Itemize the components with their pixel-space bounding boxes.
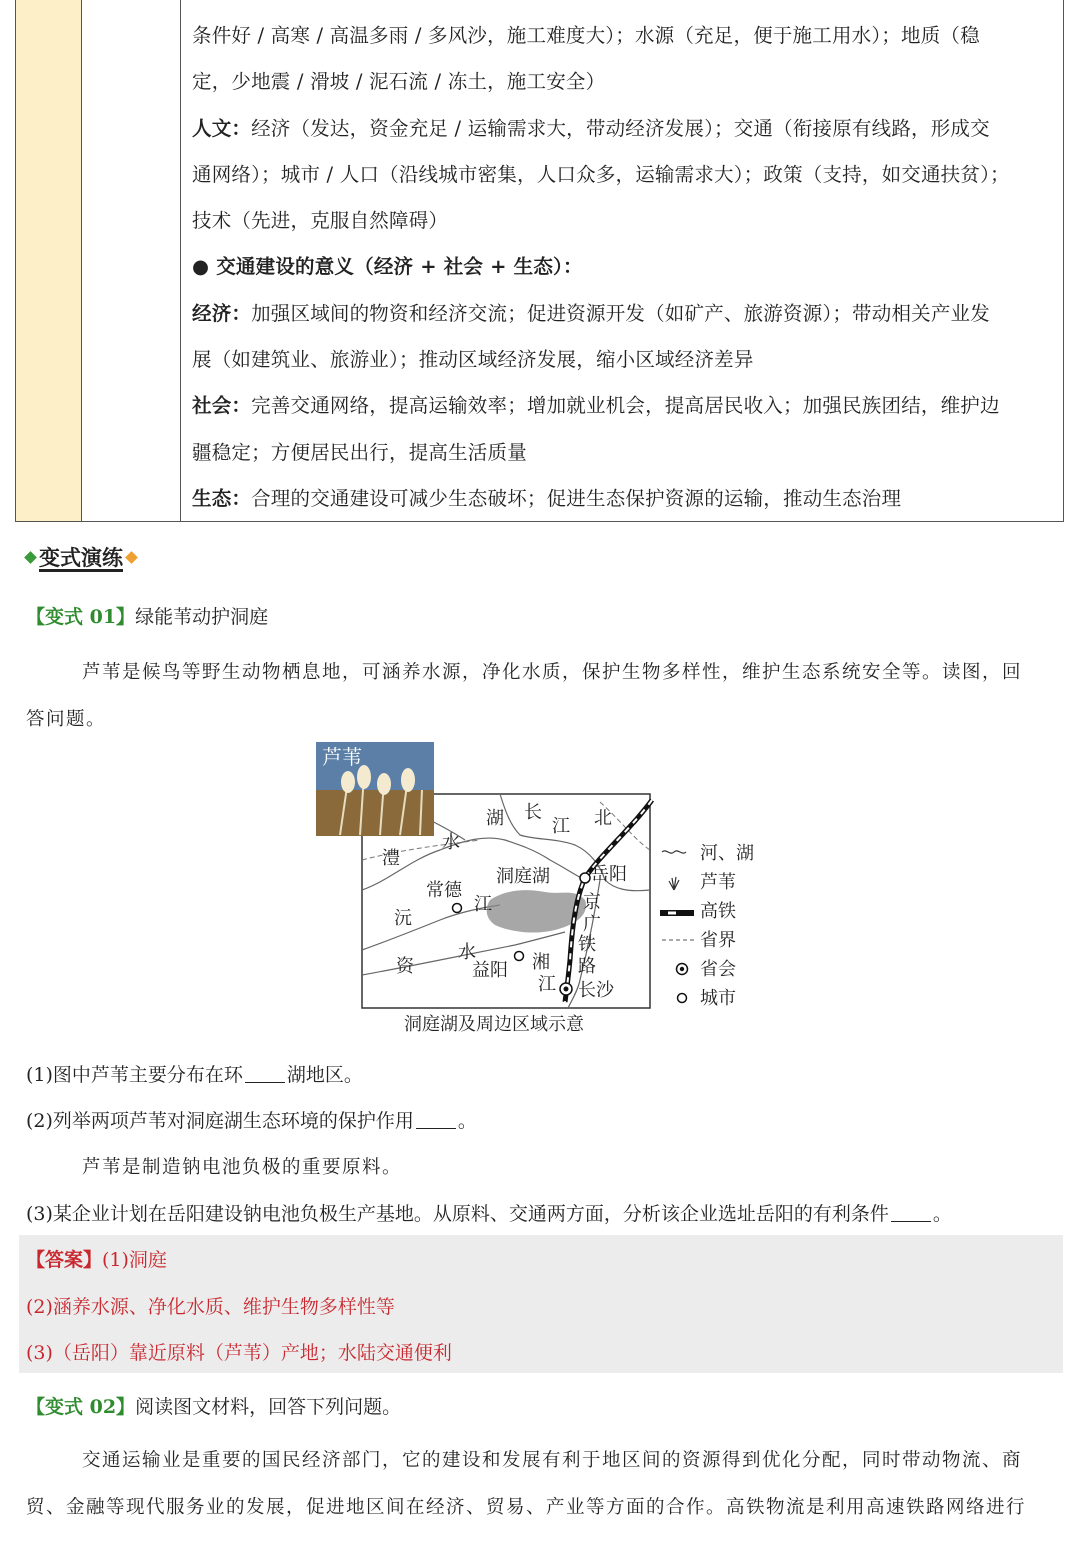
rail-legend-icon [660,910,694,916]
variant-label: 【变式 02】 [26,1396,136,1418]
knowledge-table [15,0,1064,522]
table-column-2 [82,0,181,521]
changde-marker [453,904,462,913]
answer-head: 【答案】 [26,1249,103,1271]
table-line [192,430,1058,476]
label-lu: 路 [578,956,596,977]
question-1 [26,1060,363,1087]
reed-legend-icon [669,877,679,890]
table-line [192,198,1058,244]
label-li: 澧 [382,848,400,869]
svg-text:芦苇: 芦苇 [700,872,736,893]
svg-text:省界: 省界 [700,930,736,951]
table-line [192,13,1058,59]
q3-text-b: 。 [932,1203,952,1225]
table-line [192,59,1058,105]
label-dongtinghu: 洞庭湖 [496,866,550,887]
table-line [192,291,1058,337]
question-2 [26,1106,477,1133]
table-line-label: 人文： [192,116,252,140]
diamond-right-icon [125,551,138,564]
label-chang: 长 [524,802,542,823]
q3-blank [891,1220,931,1222]
reed-note: 芦苇是制造钠电池负极的重要原料。 [82,1157,403,1178]
label-jiang2: 江 [474,894,492,915]
table-line-text: 展（如建筑业、旅游业）；推动区域经济发展，缩小区域经济差异 [192,348,754,372]
label-xiang: 湘 [532,952,550,973]
q1-text-b: 湖地区。 [286,1064,363,1086]
table-line-text: 定，少地震 / 滑坡 / 泥石流 / 冻土，施工安全） [192,70,606,94]
variant-title: 绿能苇动护洞庭 [135,606,269,628]
table-line-label: 经济： [192,301,252,325]
table-content-cell [192,13,1058,522]
label-yueyang: 岳阳 [591,864,627,885]
label-shui1: 水 [442,832,460,853]
label-zi: 资 [396,956,414,977]
figure-caption: 洞庭湖及周边区域示意 [404,1014,584,1035]
label-shui2: 水 [458,942,476,963]
table-line [192,244,1058,290]
table-line-text: 经济（发达，资金充足 / 运输需求大，带动经济发展）；交通（衔接原有线路，形成交 [251,116,990,140]
q1-blank [245,1081,285,1083]
v2-para-line-1: 交通运输业是重要的国民经济部门，它的建设和发展有利于地区间的资源得到优化分配，同时带动物流、商 [82,1450,1023,1471]
label-jing: 京 [583,892,601,913]
table-line-label: 社会： [192,394,252,418]
map-svg [300,740,780,1040]
label-bei: 北 [594,808,612,829]
label-yiyang: 益阳 [472,960,508,981]
dongting-map-figure [300,740,780,1040]
table-line-text: 疆稳定；方便居民出行，提高生活质量 [192,440,527,464]
yiyang-marker [515,952,524,961]
photo-label: 芦苇 [322,745,362,769]
map-legend [660,843,754,1009]
variant-title: 阅读图文材料，回答下列问题。 [135,1396,402,1418]
table-line [192,383,1058,429]
variant-01-heading [26,602,268,629]
v2-para-line-2: 贸、金融等现代服务业的发展，促进地区间在经济、贸易、产业等方面的合作。高铁物流是利用高速铁路网络进行 [26,1497,1027,1518]
river-legend-icon [662,851,686,853]
label-guang: 广 [583,914,601,935]
svg-text:省会: 省会 [700,959,736,980]
table-column-1 [16,0,82,521]
table-line-text: 完善交通网络，提高运输效率；增加就业机会，提高居民收入；加强民族团结，维护边 [251,394,1000,418]
label-hu: 湖 [486,808,504,829]
table-line [192,152,1058,198]
q2-text-b: 。 [457,1110,477,1132]
table-line-text: 加强区域间的物资和经济交流；促进资源开发（如矿产、旅游资源）；带动相关产业发 [251,301,990,325]
question-3 [26,1199,952,1226]
q2-text-a: (2)列举两项芦苇对洞庭湖生态环境的保护作用 [26,1110,414,1132]
q3-text-a: (3)某企业计划在岳阳建设钠电池负极生产基地。从原料、交通两方面，分析该企业选址岳阳的有利条件 [26,1203,889,1225]
yueyang-marker [580,873,590,883]
table-line-text: 合理的交通建设可减少生态破坏；促进生态保护资源的运输，推动生态治理 [251,486,902,510]
answer-line-1 [26,1245,167,1272]
label-changde: 常德 [426,880,462,901]
svg-text:高铁: 高铁 [700,901,736,922]
q2-blank [416,1127,456,1129]
label-jiang-top: 江 [552,816,570,837]
table-line-text: 条件好 / 高寒 / 高温多雨 / 多风沙，施工难度大）；水源（充足，便于施工用水）；地质（稳 [192,24,980,47]
table-line [192,106,1058,152]
answer-3: (3)（岳阳）靠近原料（芦苇）产地；水陆交通便利 [26,1342,452,1364]
svg-text:城市: 城市 [700,988,736,1009]
label-tie: 铁 [578,934,596,955]
table-line-text: 通网络）；城市 / 人口（沿线城市密集，人口众多，运输需求大）；政策（支持，如交通扶贫）； [192,162,1010,186]
table-line [192,337,1058,383]
table-line [192,476,1058,522]
variant-label: 【变式 01】 [26,606,136,628]
table-line-text: 交通建设的意义（经济 + 社会 + 生态）： [216,255,583,279]
q1-text-a: (1)图中芦苇主要分布在环 [26,1064,243,1086]
section-header [26,540,136,574]
label-changsha: 长沙 [578,980,614,1001]
label-yuan: 沅 [394,908,412,929]
city-legend-icon [678,994,687,1003]
table-line-label: ● [192,255,217,279]
table-line-text: 技术（先进，克服自然障碍） [192,209,449,233]
answer-1: (1)洞庭 [102,1249,167,1271]
intro-line-1: 芦苇是候鸟等野生动物栖息地，可涵养水源，净化水质，保护生物多样性，维护生态系统安全等。读图，回 [82,662,1023,683]
table-line-label: 生态： [192,486,252,510]
diamond-left-icon [24,551,37,564]
svg-text:河、湖: 河、湖 [700,843,754,864]
answer-2: (2)涵养水源、净化水质、维护生物多样性等 [26,1296,395,1318]
variant-02-heading [26,1392,401,1419]
label-jiang3: 江 [538,974,556,995]
intro-line-2: 答问题。 [26,709,107,730]
section-title: 变式演练 [39,546,123,570]
